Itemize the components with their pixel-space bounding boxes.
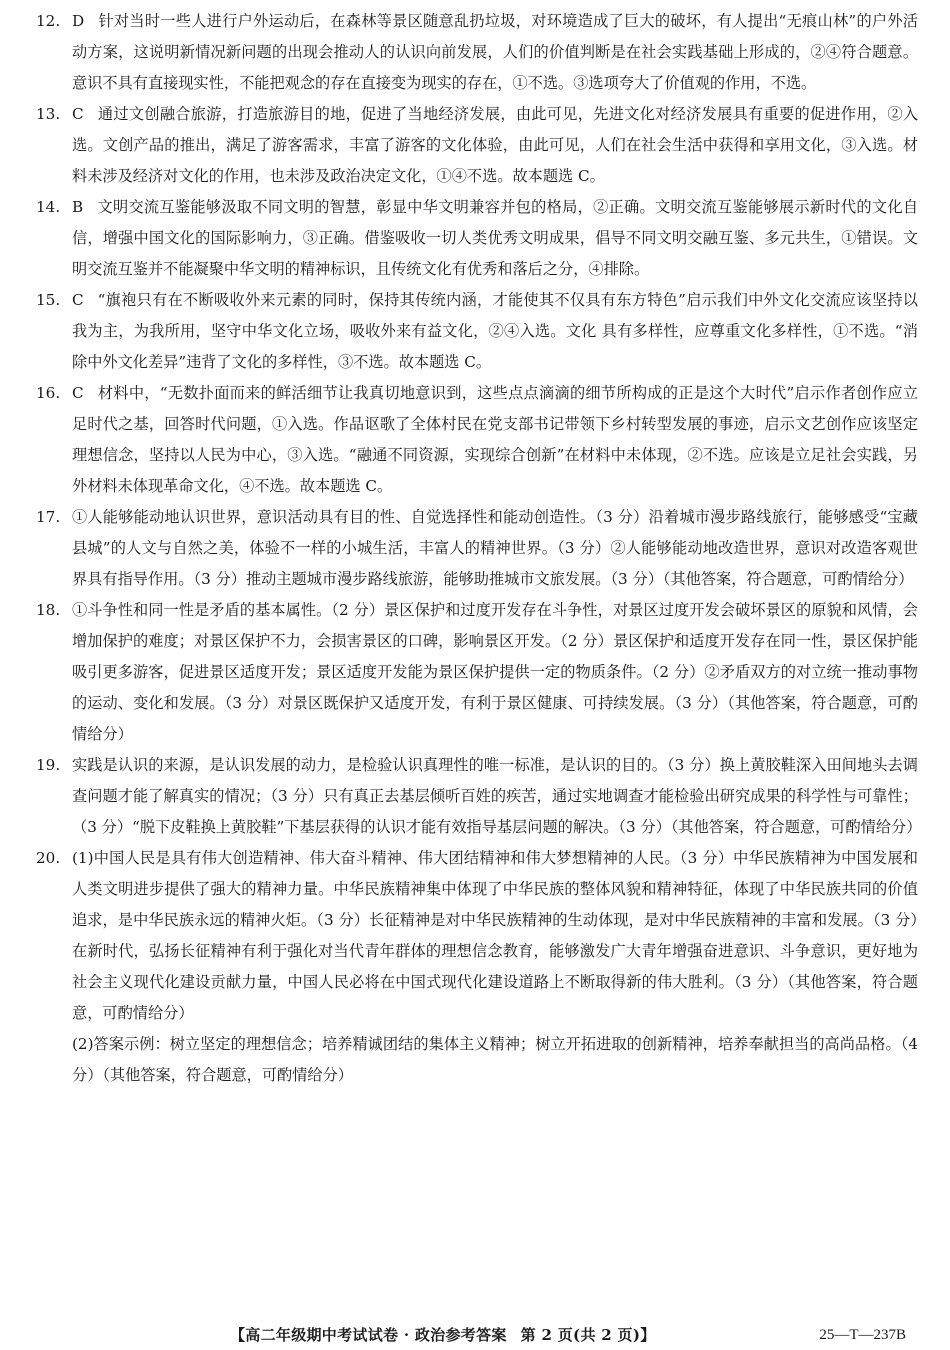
question-number: 14.	[36, 198, 61, 216]
footer-page-number: 第 2 页(共 2 页)】	[520, 1326, 656, 1344]
answer-choice: D	[72, 12, 85, 30]
page-footer	[0, 1322, 950, 1348]
answer-choice: C	[72, 105, 84, 123]
answer-explanation: ①斗争性和同一性是矛盾的基本属性。（2 分）景区保护和过度开发存在斗争性，对景区过度开发会破坏景区的原貌和风情，会增加保护的难度；对景区保护不力，会损害景区的口碑，影响景区开发。（2 分）景区保护和适度开发存在同一性，景区保护能吸引更多游客，促进景区适度开发；景区适度开发能为景区保护提供一定的物质条件。（2 分）②矛盾双方的对立统一推动事物的运动、变化和发展。（3 分）对景区既保护又适度开发，有利于景区健康、可持续发展。（3 分）（其他答案，符合题意，可酌情给分）	[72, 601, 918, 743]
answer-17	[36, 502, 918, 595]
answer-explanation: 实践是认识的来源，是认识发展的动力，是检验认识真理性的唯一标准，是认识的目的。（3 分）换上黄胶鞋深入田间地头去调查问题才能了解真实的情况；（3 分）只有真正去基层倾听百姓的疾苦，通过实地调查才能检验出研究成果的科学性与可靠性；（3 分）“脱下皮鞋换上黄胶鞋”下基层获得的认识才能有效指导基层问题的解决。（3 分）（其他答案，符合题意，可酌情给分）	[72, 756, 922, 836]
question-number: 16.	[36, 384, 61, 402]
answer-explanation: (1)中国人民是具有伟大创造精神、伟大奋斗精神、伟大团结精神和伟大梦想精神的人民。（3 分）中华民族精神为中国发展和人类文明进步提供了强大的精神力量。中华民族精神集中体现了中华民族的整体风貌和精神特征，体现了中华民族共同的价值追求，是中华民族永远的精神火炬。（3 分）长征精神是对中华民族精神的生动体现，是对中华民族精神的丰富和发展。（3 分）在新时代，弘扬长征精神有利于强化对当代青年群体的理想信念教育，能够激发广大青年增强奋进意识、斗争意识，更好地为社会主义现代化建设贡献力量，中国人民必将在中国式现代化建设道路上不断取得新的伟大胜利。（3 分）（其他答案，符合题意，可酌情给分）	[72, 849, 918, 1022]
answer-13	[36, 99, 918, 192]
answer-12	[36, 6, 918, 99]
answer-explanation: 针对当时一些人进行户外运动后，在森林等景区随意乱扔垃圾，对环境造成了巨大的破坏，有人提出“无痕山林”的户外活动方案，这说明新情况新问题的出现会推动人的认识向前发展，人们的价值判断是在社会实践基础上形成的，②④符合题意。意识不具有直接现实性，不能把观念的存在直接变为现实的存在，①不选。③选项夸大了价值观的作用，不选。	[72, 12, 918, 92]
answer-list	[36, 6, 922, 1091]
answer-20	[36, 843, 918, 1029]
question-number: 17.	[36, 508, 61, 526]
question-number: 15.	[36, 291, 61, 309]
question-number: 19.	[36, 756, 61, 774]
answer-19	[36, 750, 922, 843]
answer-explanation: 通过文创融合旅游，打造旅游目的地，促进了当地经济发展，由此可见，先进文化对经济发展具有重要的促进作用，②入选。文创产品的推出，满足了游客需求，丰富了游客的文化体验，由此可见，人们在社会生活中获得和享用文化，③入选。材料未涉及经济对文化的作用，也未涉及政治决定文化，①④不选。故本题选 C。	[72, 105, 918, 185]
footer-title	[230, 1322, 656, 1348]
question-number: 20.	[36, 849, 61, 867]
answer-explanation: 材料中，“无数扑面而来的鲜活细节让我真切地意识到，这些点点滴滴的细节所构成的正是这个大时代”启示作者创作应立足时代之基，回答时代问题，①入选。作品讴歌了全体村民在党支部书记带领下乡村转型发展的事迹，启示文艺创作应该坚定理想信念，坚持以人民为中心，③入选。“融通不同资源，实现综合创新”在材料中未体现，②不选。应该是立足社会实践，另外材料未体现革命文化，④不选。故本题选 C。	[72, 384, 918, 495]
answer-explanation: 文明交流互鉴能够汲取不同文明的智慧，彰显中华文明兼容并包的格局，②正确。文明交流互鉴能够展示新时代的文化自信，增强中国文化的国际影响力，③正确。借鉴吸收一切人类优秀文明成果，倡导不同文明交融互鉴、多元共生，①错误。文明交流互鉴并不能凝聚中华文明的精神标识，且传统文化有优秀和落后之分，④排除。	[72, 198, 918, 278]
question-number: 13.	[36, 105, 61, 123]
footer-code: 25—T—237B	[819, 1327, 906, 1343]
answer-choice: C	[72, 384, 84, 402]
answer-choice: C	[72, 291, 84, 309]
answer-choice: B	[72, 198, 84, 216]
answer-14	[36, 192, 918, 285]
footer-exam-name: 【高二年级期中考试试卷 · 政治参考答案	[230, 1326, 507, 1344]
answer-explanation: “旗袍只有在不断吸收外来元素的同时，保持其传统内涵，才能使其不仅具有东方特色”启示我们中外文化交流应该坚持以我为主，为我所用，坚守中华文化立场，吸收外来有益文化，②④入选。文化 具有多样性，应尊重文化多样性，①不选。“消除中外文化差异”违背了文化的多样性，③不选。故本题选 C。	[72, 291, 918, 371]
question-number: 12.	[36, 12, 61, 30]
answer-18	[36, 595, 918, 750]
answer-16	[36, 378, 918, 502]
answer-20-part-2: (2)答案示例：树立坚定的理想信念；培养精诚团结的集体主义精神；树立开拓进取的创新精神，培养奉献担当的高尚品格。（4 分）（其他答案，符合题意，可酌情给分）	[72, 1035, 918, 1084]
question-number: 18.	[36, 601, 61, 619]
answer-explanation: ①人能够能动地认识世界，意识活动具有目的性、自觉选择性和能动创造性。（3 分）沿着城市漫步路线旅行，能够感受“宝藏县城”的人文与自然之美，体验不一样的小城生活，丰富人的精神世界。（3 分）②人能够能动地改造世界，意识对改造客观世界具有指导作用。（3 分）推动主题城市漫步路线旅游，能够助推城市文旅发展。（3 分）（其他答案，符合题意，可酌情给分）	[72, 508, 918, 588]
answer-15	[36, 285, 918, 378]
